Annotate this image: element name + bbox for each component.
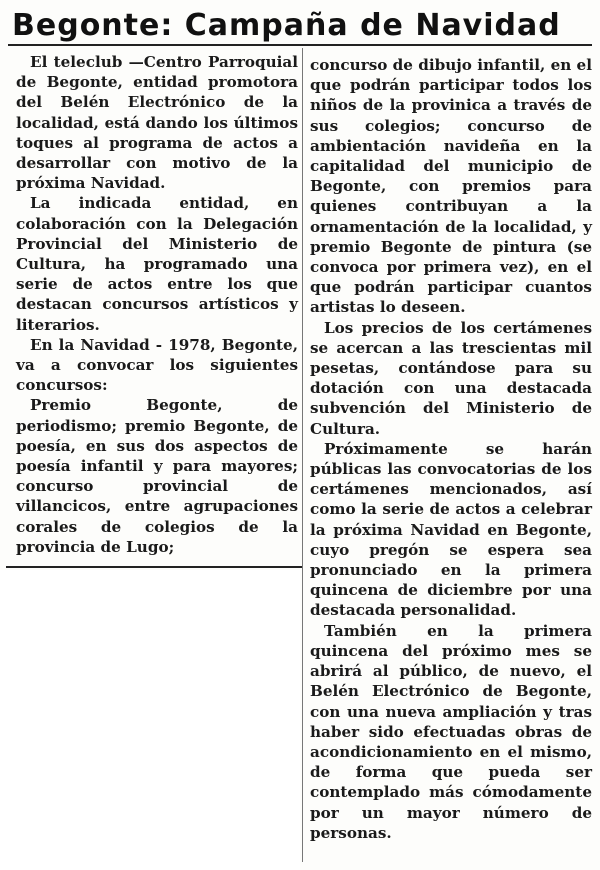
left-column: [16, 52, 298, 557]
paragraph: Próximamente se harán públicas las convocatorias de los certámenes mencionados, así como la serie de actos a celebrar la próxima Navidad en Begonte, cuyo pregón se espera sea pronunciado en la primera quincena de diciembre por una destacada personalidad.: [310, 439, 592, 620]
column-divider: [302, 48, 303, 862]
paragraph: concurso de dibujo infantil, en el que podrán participar todos los niños de la provinica a través de sus colegios; concurso de ambientación navideña en la capitalidad del municipio de Begonte, con premios para quienes contribuyan a la ornamentación de la localidad, y premio Begonte de pintura (se convoca por primera vez), en el que podrán participar cuantos artistas lo deseen.: [310, 56, 592, 317]
left-column-end-rule: [6, 566, 302, 568]
paragraph: El teleclub —Centro Parroquial de Begonte, entidad promotora del Belén Electrónico de la localidad, está dando los últimos toques al programa de actos a desarrollar con motivo de la próxima Navidad.: [16, 53, 298, 193]
blank-area: [0, 570, 300, 870]
paragraph: También en la primera quincena del próximo mes se abrirá al público, de nuevo, el Belén Electrónico de Begonte, con una nueva ampliación y tras haber sido efectuadas obras de acondicionamiento en el mismo, de forma que pueda ser contemplado más cómodamente por un mayor número de personas.: [310, 621, 592, 842]
paragraph: Premio Begonte, de periodismo; premio Begonte, de poesía, en sus dos aspectos de poesía infantil y para mayores; concurso provincial de villancicos, entre agrupaciones corales de colegios de la provincia de Lugo;: [16, 396, 298, 556]
headline-rule: [8, 44, 592, 46]
article-headline: Begonte: Campaña de Navidad: [12, 8, 561, 43]
paragraph: Los precios de los certámenes se acercan a las trescientas mil pesetas, contándose para su dotación con una destacada subvención del Ministerio de Cultura.: [310, 318, 592, 438]
paragraph: La indicada entidad, en colaboración con la Delegación Provincial del Ministerio de Cultura, ha programado una serie de actos entre los que destacan concursos artísticos y literarios.: [16, 194, 298, 334]
right-column: [310, 55, 592, 843]
paragraph: En la Navidad - 1978, Begonte, va a convocar los siguientes concursos:: [16, 335, 298, 395]
